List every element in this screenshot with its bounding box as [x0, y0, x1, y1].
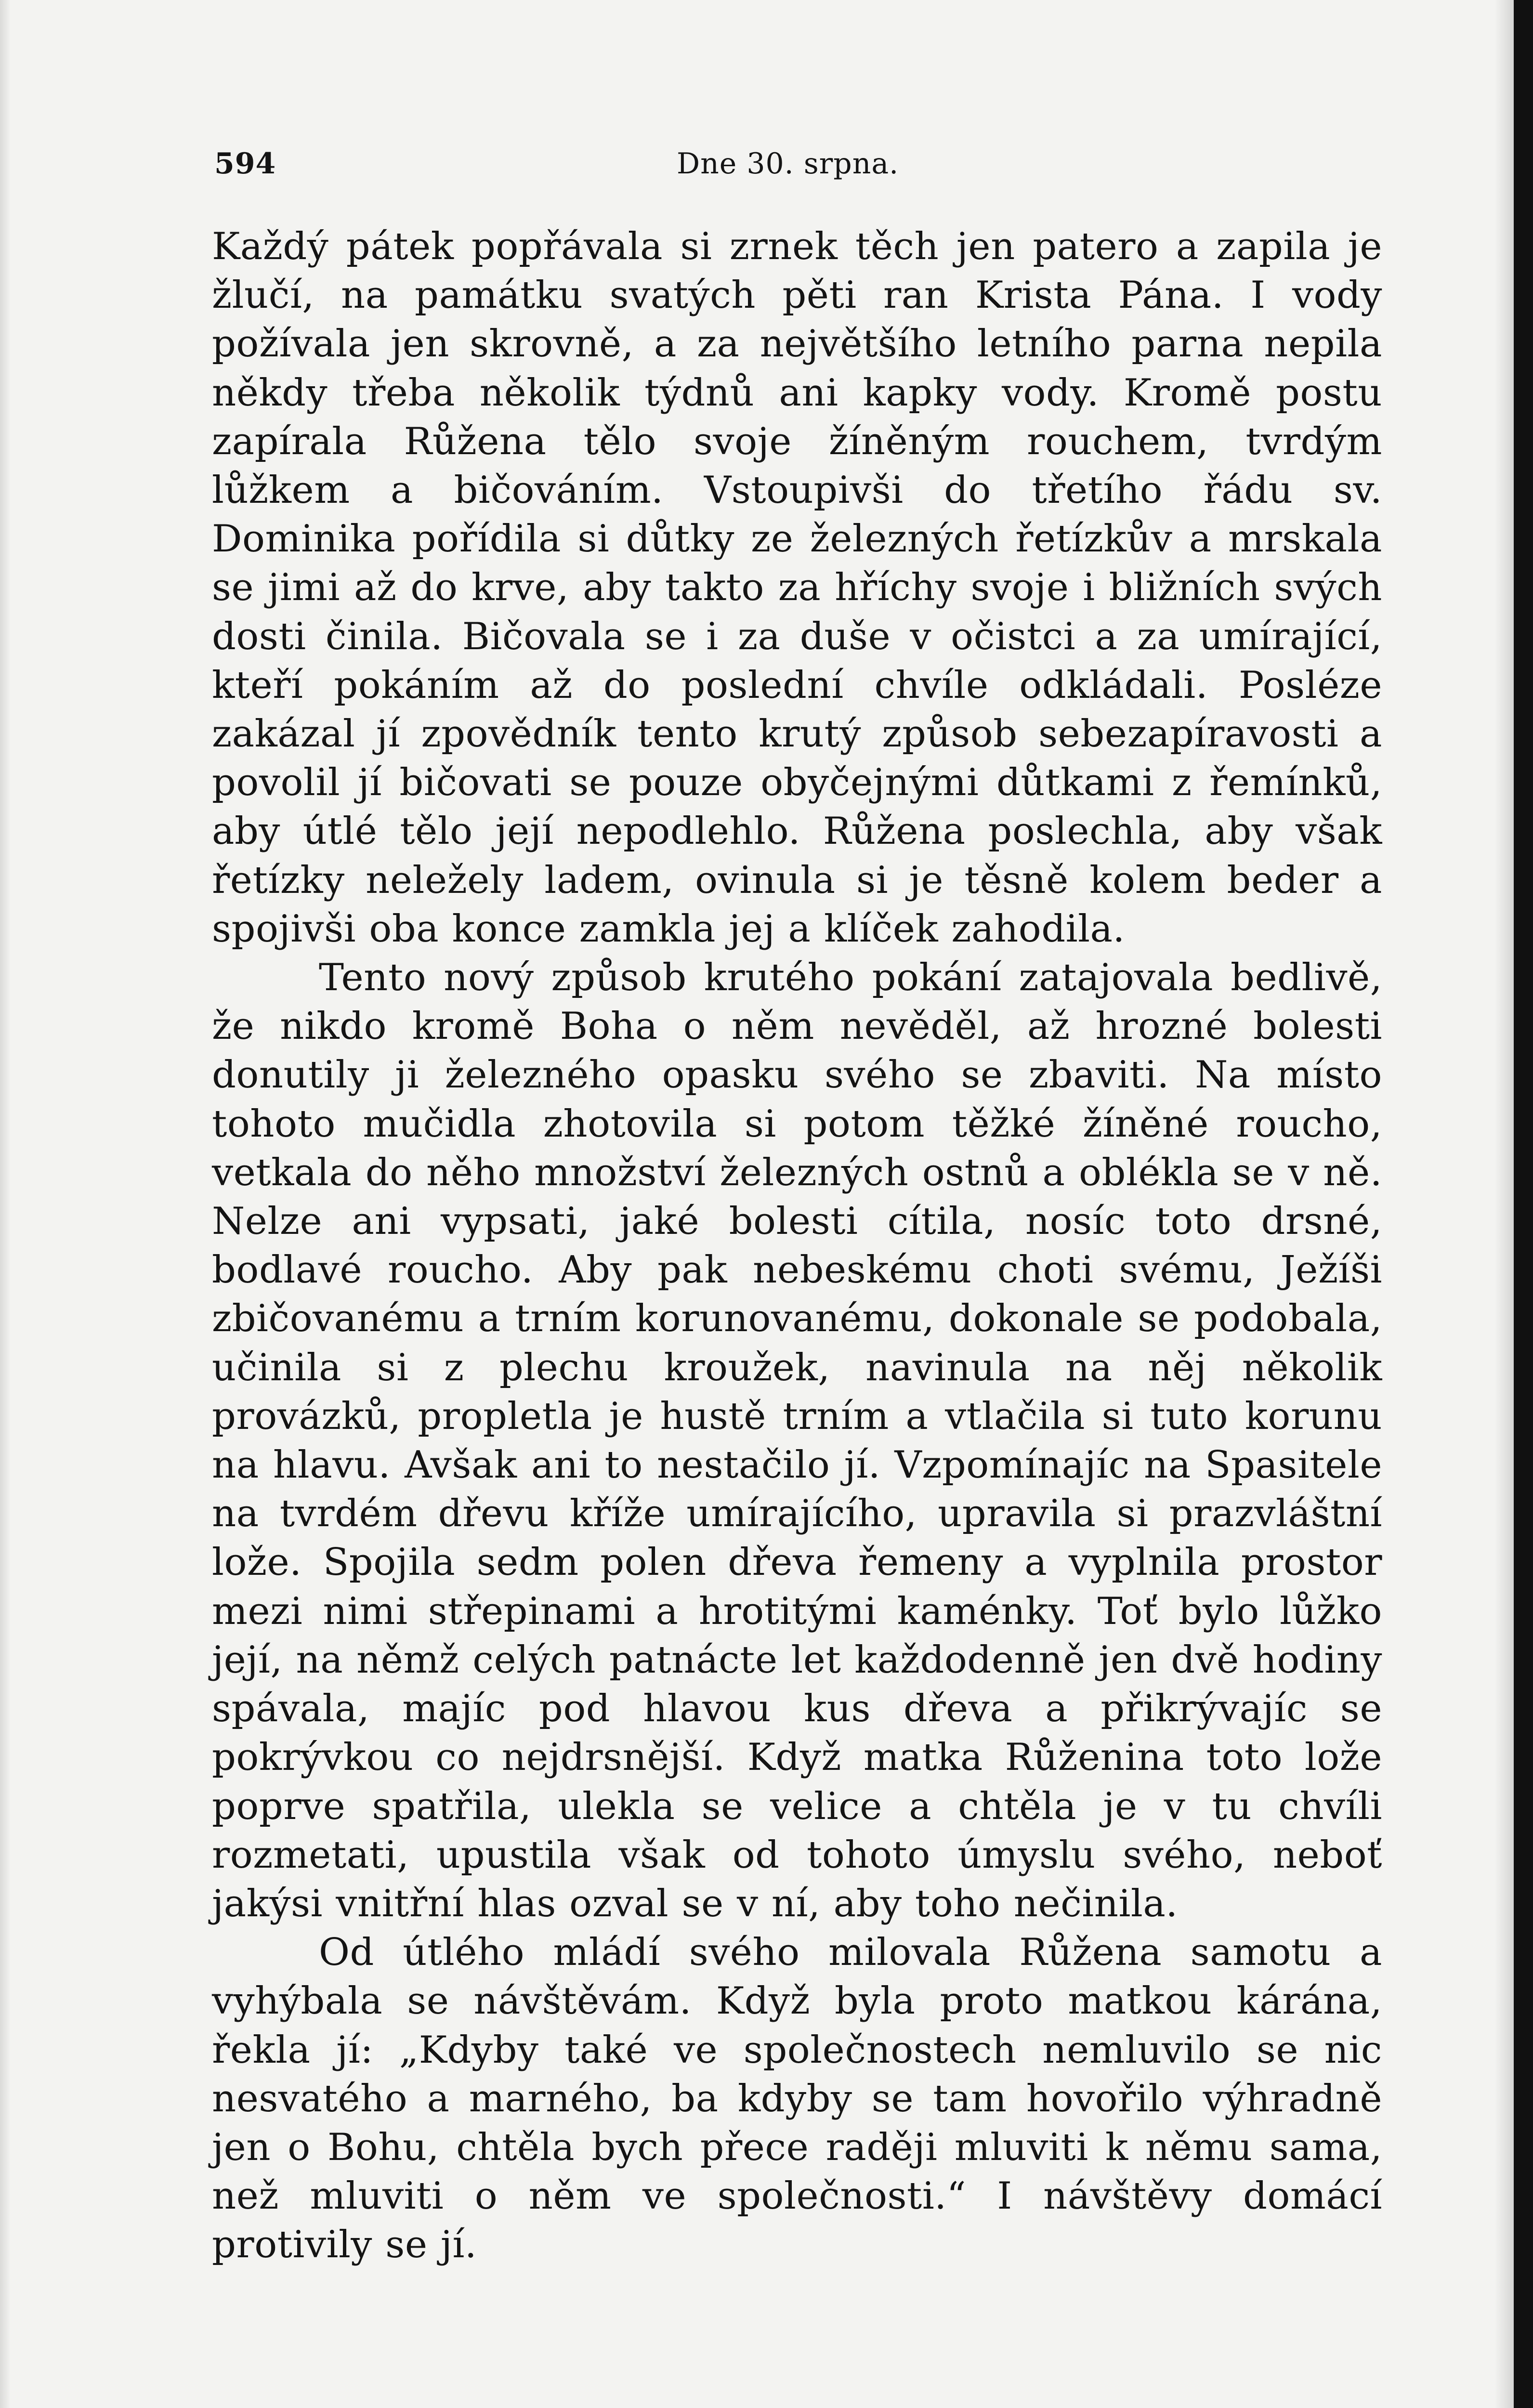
paragraph-1: Každý pátek popřávala si zrnek těch jen patero a zapila je žlučí, na památku svatých pěti ran Krista Pána. I vody požívala jen skrovně, a za největšího letního parna nepila někdy třeba několik týdnů ani kapky vody. Kromě postu zapírala Růžena tělo svoje žíněným rouchem, tvrdým lůžkem a bičováním. Vstoupivši do třetího řádu sv. Dominika pořídila si důtky ze železných řetízkův a mrskala se jimi až do krve, aby takto za hříchy svoje i bližních svých dosti činila. Bičovala se i za duše v očistci a za umírající, kteří pokáním až do poslední chvíle odkládali. Posléze zakázal jí zpovědník tento krutý způsob sebezapíravosti a povolil jí bičovati se pouze obyčejnými důtkami z řemínků, aby útlé tělo její nepodlehlo. Růžena poslechla, aby však řetízky neležely ladem, ovinula si je těsně kolem beder a spojivši oba konce zamkla jej a klíček zahodila.: [212, 225, 1382, 951]
body-text: [212, 222, 1382, 2270]
paragraph-2: Tento nový způsob krutého pokání zatajovala bedlivě, že nikdo kromě Boha o něm nevěděl, až hrozné bolesti donutily ji železného opasku svého se zbaviti. Na místo tohoto mučidla zhotovila si potom těžké žíněné roucho, vetkala do něho množství železných ostnů a oblékla se v ně. Nelze ani vypsati, jaké bolesti cítila, nosíc toto drsné, bodlavé roucho. Aby pak nebeskému choti svému, Ježíši zbičovanému a trním korunovanému, dokonale se podobala, učinila si z plechu kroužek, navinula na něj několik provázků, propletla je hustě trním a vtlačila si tuto korunu na hlavu. Avšak ani to nestačilo jí. Vzpomínajíc na Spasitele na tvrdém dřevu kříže umírajícího, upravila si prazvláštní lože. Spojila sedm polen dřeva řemeny a vyplnila prostor mezi nimi střepinami a hrotitými kaménky. Toť bylo lůžko její, na němž celých patnácte let každodenně jen dvě hodiny spávala, majíc pod hlavou kus dřeva a přikrývajíc se pokrývkou co nejdrsnější. Když matka Růženina toto lože poprve spatřila, ulekla se velice a chtěla je v tu chvíli rozmetati, upustila však od tohoto úmyslu svého, neboť jakýsi vnitřní hlas ozval se v ní, aby toho nečinila.: [212, 956, 1382, 1925]
page-number: 594: [214, 147, 276, 181]
running-head: Dne 30. srpna.: [677, 147, 899, 181]
paragraph-3: Od útlého mládí svého milovala Růžena samotu a vyhýbala se návštěvám. Když byla proto matkou kárána, řekla jí: „Kdyby také ve společnostech nemluvilo se nic nesvatého a marného, ba kdyby se tam hovořilo výhradně jen o Bohu, chtěla bych přece raději mluviti k němu sama, než mluviti o něm ve společnosti.“ I návštěvy domácí protivily se jí.: [212, 1931, 1382, 2267]
